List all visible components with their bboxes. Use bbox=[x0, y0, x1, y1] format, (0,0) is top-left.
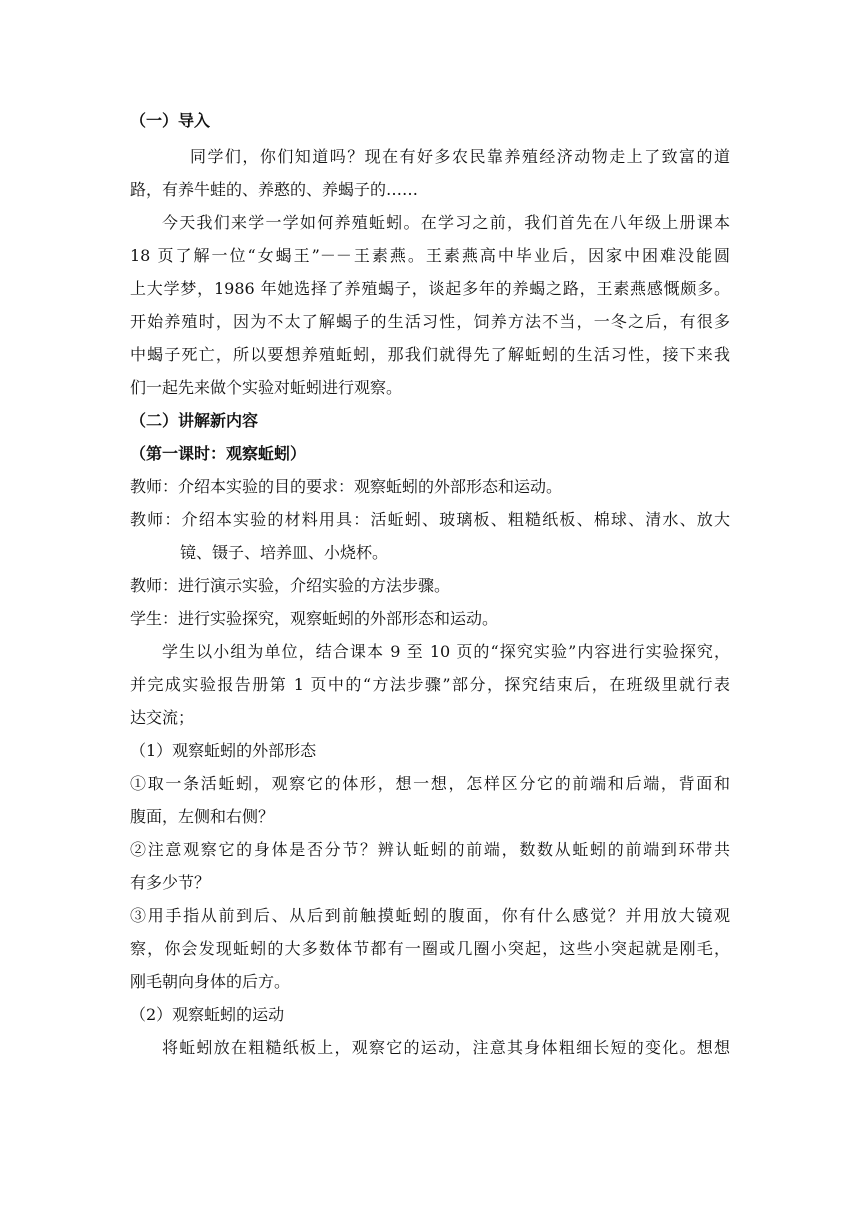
paragraph-line: 中蝎子死亡，所以要想养殖蚯蚓，那我们就得先了解蚯蚓的生活习性，接下来我 bbox=[130, 345, 730, 364]
heading-lesson-one: （第一课时：观察蚯蚓） bbox=[130, 444, 307, 463]
teacher-line-cont: 镜、镊子、培养皿、小烧杯。 bbox=[180, 543, 389, 562]
paragraph-line: 将蚯蚓放在粗糙纸板上，观察它的运动，注意其身体粗细长短的变化。想想 bbox=[162, 1038, 730, 1057]
step-line: ①取一条活蚯蚓，观察它的体形，想一想，怎样区分它的前端和后端，背面和 bbox=[130, 774, 730, 793]
teacher-line: 教师：介绍本实验的目的要求：观察蚯蚓的外部形态和运动。 bbox=[130, 477, 563, 496]
step-line: 有多少节？ bbox=[130, 873, 211, 892]
teacher-line: 教师：进行演示实验，介绍实验的方法步骤。 bbox=[130, 576, 451, 595]
subheading-movement: （2）观察蚯蚓的运动 bbox=[130, 1005, 285, 1024]
heading-new-content: （二）讲解新内容 bbox=[130, 411, 259, 430]
teacher-line: 教师：介绍本实验的材料用具：活蚯蚓、玻璃板、粗糙纸板、棉球、清水、放大 bbox=[130, 510, 730, 529]
subheading-external-form: （1）观察蚯蚓的外部形态 bbox=[130, 741, 317, 760]
paragraph-line: 路，有养牛蛙的、养憨的、养蝎子的…… bbox=[130, 180, 419, 199]
step-line: ②注意观察它的身体是否分节？辨认蚯蚓的前端，数数从蚯蚓的前端到环带共 bbox=[130, 840, 730, 859]
paragraph-line: 开始养殖时，因为不太了解蝎子的生活习性，饲养方法不当，一冬之后，有很多 bbox=[130, 312, 730, 331]
paragraph-line: 达交流； bbox=[130, 708, 195, 727]
paragraph-line: 上大学梦，1986 年她选择了养殖蝎子，谈起多年的养蝎之路，王素燕感慨颇多。 bbox=[130, 279, 730, 298]
step-line: 腹面，左侧和右侧？ bbox=[130, 807, 275, 826]
heading-intro: （一）导入 bbox=[130, 111, 211, 130]
step-line: ③用手指从前到后、从后到前触摸蚯蚓的腹面，你有什么感觉？并用放大镜观 bbox=[130, 906, 730, 925]
paragraph-line: 今天我们来学一学如何养殖蚯蚓。在学习之前，我们首先在八年级上册课本 bbox=[162, 213, 730, 232]
paragraph-line: 学生以小组为单位，结合课本 9 至 10 页的“探究实验”内容进行实验探究， bbox=[162, 642, 730, 661]
paragraph-line: 同学们，你们知道吗？现在有好多农民靠养殖经济动物走上了致富的道 bbox=[190, 147, 730, 166]
student-line: 学生：进行实验探究，观察蚯蚓的外部形态和运动。 bbox=[130, 609, 499, 628]
step-line: 刚毛朝向身体的后方。 bbox=[130, 972, 291, 991]
paragraph-line: 18 页了解一位“女蝎王”－－王素燕。王素燕高中毕业后，因家中困难没能圆 bbox=[130, 246, 730, 265]
paragraph-line: 并完成实验报告册第 1 页中的“方法步骤”部分，探究结束后，在班级里就行表 bbox=[130, 675, 730, 694]
paragraph-line: 们一起先来做个实验对蚯蚓进行观察。 bbox=[130, 378, 403, 397]
step-line: 察，你会发现蚯蚓的大多数体节都有一圈或几圈小突起，这些小突起就是刚毛， bbox=[130, 939, 730, 958]
